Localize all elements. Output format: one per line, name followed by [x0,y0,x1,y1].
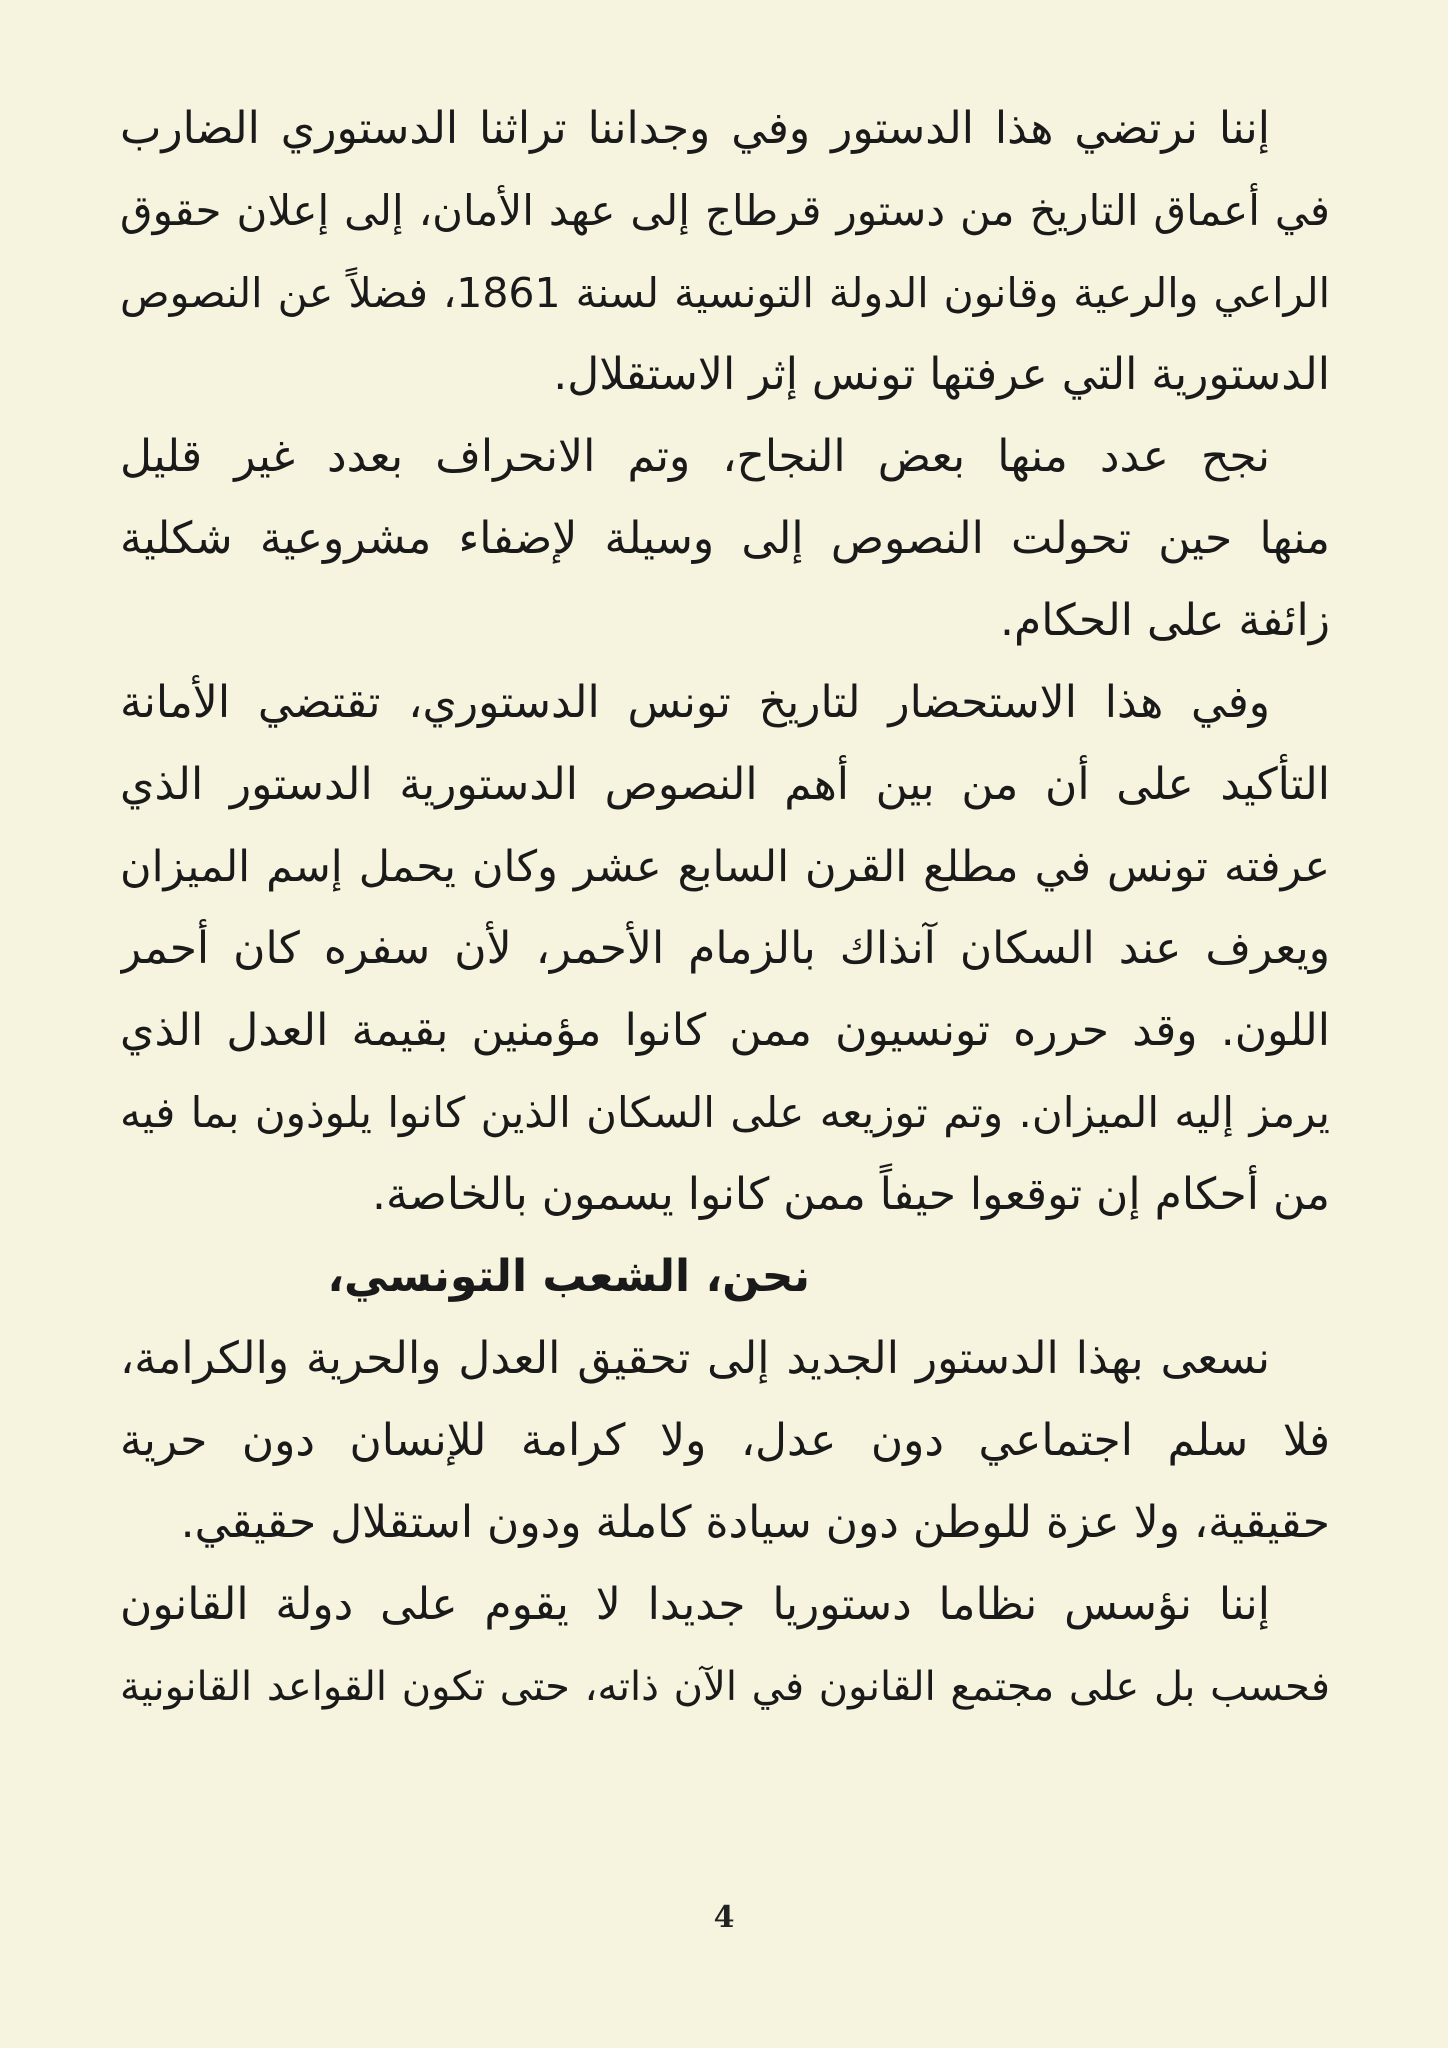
text-line: منها حين تحولت النصوص إلى وسيلة لإضفاء مشروعية شكلية [120,513,1330,564]
text-line: التأكيد على أن من بين أهم النصوص الدستورية الدستور الذي [120,759,1330,810]
text-line: حقيقية، ولا عزة للوطن دون سيادة كاملة ودون استقلال حقيقي. [180,1497,1330,1548]
text-line: اللون. وقد حرره تونسيون ممن كانوا مؤمنين بقيمة العدل الذي [120,1005,1330,1056]
text-line: يرمز إليه الميزان. وتم توزيعه على السكان الذين كانوا يلوذون بما فيه [120,1088,1330,1137]
text-line: عرفته تونس في مطلع القرن السابع عشر وكان يحمل إسم الميزان [120,842,1330,892]
text-line: نجح عدد منها بعض النجاح، وتم الانحراف بعدد غير قليل [120,431,1270,482]
text-line: ويعرف عند السكان آنذاك بالزمام الأحمر، لأن سفره كان أحمر [120,923,1330,974]
text-line: الدستورية التي عرفتها تونس إثر الاستقلال. [553,349,1330,400]
text-line: فحسب بل على مجتمع القانون في الآن ذاته، حتى تكون القواعد القانونية [120,1664,1330,1710]
page-number: 4 [713,1900,735,1935]
text-line: في أعماق التاريخ من دستور قرطاج إلى عهد الأمان، إلى إعلان حقوق [120,186,1330,235]
body-text [120,88,1330,1728]
section-heading: نحن، الشعب التونسي، [327,1251,810,1302]
text-line: وفي هذا الاستحضار لتاريخ تونس الدستوري، تقتضي الأمانة [120,677,1270,728]
text-line: فلا سلم اجتماعي دون عدل، ولا كرامة للإنسان دون حرية [120,1415,1330,1466]
text-line: إننا نؤسس نظاما دستوريا جديدا لا يقوم على دولة القانون [120,1579,1270,1630]
text-line: من أحكام إن توقعوا حيفاً ممن كانوا يسمون بالخاصة. [371,1169,1330,1220]
text-line: الراعي والرعية وقانون الدولة التونسية لسنة 1861، فضلاً عن النصوص [120,269,1330,317]
text-line: إننا نرتضي هذا الدستور وفي وجداننا تراثنا الدستوري الضارب [120,103,1270,154]
text-line: نسعى بهذا الدستور الجديد إلى تحقيق العدل والحرية والكرامة، [120,1333,1270,1384]
text-line: زائفة على الحكام. [1000,595,1330,646]
